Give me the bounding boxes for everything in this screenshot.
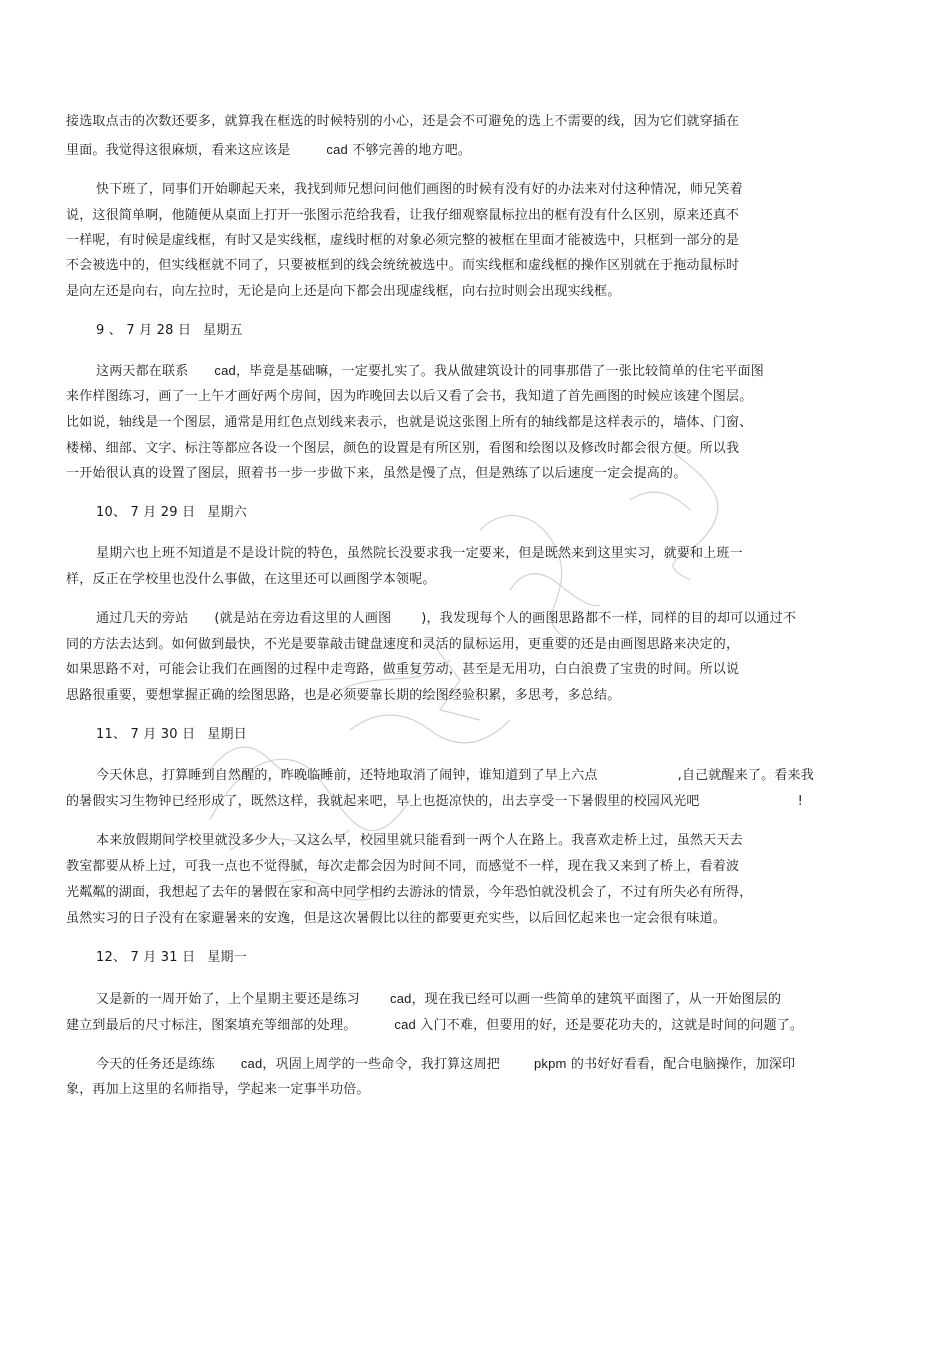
text-span: cad bbox=[214, 363, 236, 378]
text-span: 是向左还是向右，向左拉时，无论是向上还是向下都会出现虚线框，向右拉时则会出现实线框。 bbox=[66, 284, 621, 299]
paragraph-line bbox=[66, 112, 739, 132]
heading-weekday: 星期一 bbox=[207, 950, 247, 965]
paragraph-line bbox=[66, 570, 436, 590]
heading-date: 11、 7 月 30 日 bbox=[96, 727, 196, 742]
paragraph-line bbox=[66, 883, 752, 903]
section-heading bbox=[96, 321, 243, 341]
text-span: cad bbox=[326, 142, 348, 157]
text-span: 建立到最后的尺寸标注，图案填充等细部的处理。 bbox=[66, 1018, 357, 1033]
paragraph-line bbox=[66, 282, 620, 302]
paragraph-line bbox=[96, 831, 743, 851]
text-span: 今天的任务还是练练 bbox=[96, 1057, 215, 1072]
paragraph-line bbox=[96, 989, 781, 1010]
text-span: 教室都要从桥上过，可我一点也不觉得腻，每次走都会因为时间不同，而感觉不一样，现在我又来到了桥上，看着波 bbox=[66, 859, 740, 874]
paragraph-line bbox=[96, 544, 743, 564]
text-span: ,自己就醒来了。看来我 bbox=[677, 768, 814, 783]
section-heading bbox=[96, 725, 247, 745]
text-span: 虽然实习的日子没有在家避暑来的安逸，但是这次暑假比以往的都要更充实些，以后回忆起来也一定会很有味道。 bbox=[66, 911, 727, 926]
paragraph-line bbox=[66, 413, 752, 433]
paragraph-line bbox=[66, 1015, 803, 1036]
paragraph-line bbox=[66, 206, 739, 226]
paragraph-line bbox=[66, 635, 739, 655]
text-span: )，我发现每个人的画图思路都不一样，同样的目的却可以通过不 bbox=[421, 611, 797, 626]
paragraph-line bbox=[66, 1080, 370, 1100]
text-span: 不会被选中的，但实线框就不同了，只要被框到的线会统统被选中。而实线框和虚线框的操作区别就在于拖动鼠标时 bbox=[66, 258, 740, 273]
paragraph-line bbox=[66, 686, 620, 706]
text-span: 入门不难，但要用的好，还是要花功夫的，这就是时间的问题了。 bbox=[415, 1018, 804, 1033]
text-span: 又是新的一周开始了，上个星期主要还是练习 bbox=[96, 992, 361, 1007]
paragraph-line bbox=[96, 361, 764, 382]
text-span: 不够完善的地方吧。 bbox=[347, 143, 472, 158]
text-span: 光粼粼的湖面，我想起了去年的暑假在家和高中同学相约去游泳的情景，今年恐怕就没机会了，不过有所失必有所得， bbox=[66, 885, 753, 900]
paragraph-line bbox=[66, 256, 739, 276]
text-span: 象，再加上这里的名师指导，学起来一定事半功倍。 bbox=[66, 1082, 370, 1097]
heading-weekday: 星期六 bbox=[207, 505, 247, 520]
text-span: 今天休息，打算睡到自然醒的，昨晚临睡前，还特地取消了闹钟，谁知道到了早上六点 bbox=[96, 768, 598, 783]
paragraph-line bbox=[66, 140, 471, 161]
heading-date: 10、 7 月 29 日 bbox=[96, 505, 196, 520]
text-span: 楼梯、细部、文字、标注等都应各设一个图层，颜色的设置是有所区别，看图和绘图以及修改时都会很方便。所以我 bbox=[66, 441, 740, 456]
section-heading bbox=[96, 948, 247, 968]
paragraph-line bbox=[66, 909, 726, 929]
paragraph-line bbox=[96, 180, 743, 200]
text-span: 说，这很简单啊，他随便从桌面上打开一张图示范给我看，让我仔细观察鼠标拉出的框有没有什么区别，原来还真不 bbox=[66, 208, 740, 223]
text-span: 里面。我觉得这很麻烦，看来这应该是 bbox=[66, 143, 291, 158]
text-span: 本来放假期间学校里就没多少人，又这么早，校园里就只能看到一两个人在路上。我喜欢走桥上过，虽然天天去 bbox=[96, 833, 743, 848]
text-span: cad bbox=[240, 1056, 263, 1071]
paragraph-line bbox=[66, 792, 803, 812]
text-span: 同的方法去达到。如何做到最快，不光是要靠敲击键盘速度和灵活的鼠标运用，更重要的还是由画图思路来决定的， bbox=[66, 637, 740, 652]
paragraph-line bbox=[66, 660, 739, 680]
text-span: 如果思路不对，可能会让我们在画图的过程中走弯路，做重复劳动，甚至是无用功，白白浪费了宝贵的时间。所以说 bbox=[66, 662, 740, 677]
text-span: 来作样图练习，画了一上午才画好两个房间，因为昨晚回去以后又看了会书，我知道了首先画图的时候应该建个图层。 bbox=[66, 389, 753, 404]
heading-date: 12、 7 月 31 日 bbox=[96, 950, 196, 965]
text-span: ，现在我已经可以画一些简单的建筑平面图了，从一开始图层的 bbox=[411, 992, 782, 1007]
text-span: pkpm bbox=[533, 1056, 567, 1071]
text-span: 比如说，轴线是一个图层，通常是用红色点划线来表示，也就是说这张图上所有的轴线都是这样表示的，墙体、门窗、 bbox=[66, 415, 753, 430]
paragraph-line bbox=[66, 464, 686, 484]
paragraph-line bbox=[66, 231, 739, 251]
text-span: ，巩固上周学的一些命令，我打算这周把 bbox=[262, 1057, 500, 1072]
heading-weekday: 星期五 bbox=[203, 323, 243, 338]
paragraph-line bbox=[96, 766, 814, 786]
heading-date: 9 、 7 月 28 日 bbox=[96, 323, 192, 338]
text-span: 通过几天的旁站 bbox=[96, 611, 189, 626]
text-span: 快下班了，同事们开始聊起天来，我找到师兄想问问他们画图的时候有没有好的办法来对付这种情况，师兄笑着 bbox=[96, 182, 743, 197]
section-heading bbox=[96, 503, 247, 523]
paragraph-line bbox=[96, 609, 796, 629]
text-span: 这两天都在联系 bbox=[96, 364, 189, 379]
text-span: 样，反正在学校里也没什么事做，在这里还可以画图学本领呢。 bbox=[66, 572, 436, 587]
text-span: cad bbox=[394, 1017, 416, 1032]
paragraph-line bbox=[96, 1054, 795, 1075]
paragraph-line bbox=[66, 439, 739, 459]
text-span: 一开始很认真的设置了图层，照着书一步一步做下来，虽然是慢了点，但是熟练了以后速度一定会提高的。 bbox=[66, 466, 687, 481]
paragraph-line bbox=[66, 857, 739, 877]
text-span: 的暑假实习生物钟已经形成了，既然这样，我就起来吧，早上也挺凉快的，出去享受一下暑假里的校园风光吧 bbox=[66, 794, 700, 809]
paragraph-line bbox=[66, 387, 752, 407]
text-span: 思路很重要，要想掌握正确的绘图思路，也是必须要靠长期的绘图经验积累，多思考，多总结。 bbox=[66, 688, 621, 703]
text-span: 的书好好看看，配合电脑操作，加深印 bbox=[566, 1057, 796, 1072]
text-span: ，毕竟是基础嘛，一定要扎实了。我从做建筑设计的同事那借了一张比较简单的住宅平面图 bbox=[235, 364, 764, 379]
heading-weekday: 星期日 bbox=[207, 727, 247, 742]
text-span: 接选取点击的次数还要多，就算我在框选的时候特别的小心，还是会不可避免的选上不需要的线，因为它们就穿插在 bbox=[66, 114, 740, 129]
text-span: 星期六也上班不知道是不是设计院的特色，虽然院长没要求我一定要来，但是既然来到这里实习，就要和上班一 bbox=[96, 546, 743, 561]
text-span: (就是站在旁边看这里的人画图 bbox=[214, 611, 392, 626]
text-span: cad bbox=[390, 991, 412, 1006]
text-span: 一样呢，有时候是虚线框，有时又是实线框，虚线时框的对象必须完整的被框在里面才能被选中，只框到一部分的是 bbox=[66, 233, 740, 248]
text-span: ! bbox=[797, 794, 804, 809]
